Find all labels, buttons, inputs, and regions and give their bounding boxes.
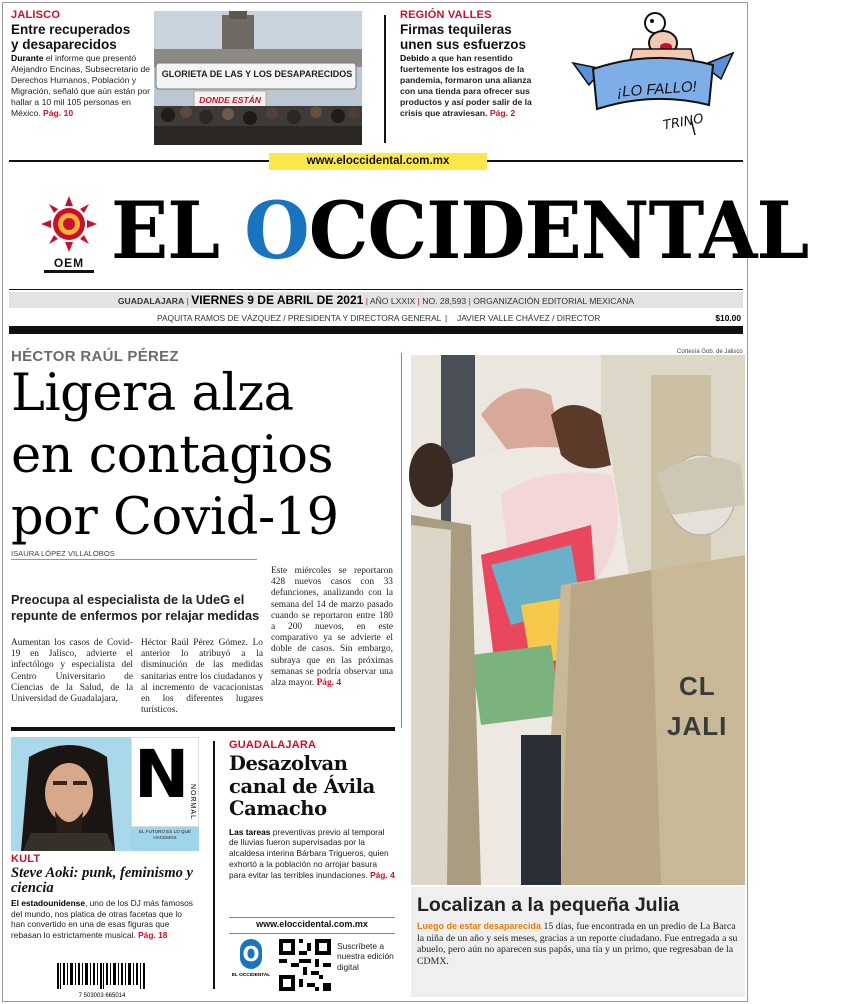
story-column-3: Este miércoles se reportaron 428 nuevos casos con 33 defunciones, analizando con la semana del 14 de marzo pasado cuando se reportaron entre 180 a 200 nuevos, en este comparativo ya se advierte el doble de casos. Sin embargo, subraya que en las próximas semanas se podría observar una alza mayor. Pág. 4 <box>271 566 393 689</box>
story-column-1: Aumentan los casos de Covid-19 en Jalisco, advierte el infectólogo y especialista del Centro Universitario de Ciencias de la Salud, de la Universidad de Guadalajara, <box>11 638 133 705</box>
main-headline: Ligera alza en contagios por Covid-19 <box>11 364 339 547</box>
promo-rule-2 <box>229 933 395 934</box>
edition-date: VIERNES 9 DE ABRIL DE 2021 <box>191 293 364 307</box>
qr-code[interactable] <box>279 939 331 991</box>
section-label: KULT <box>11 853 41 865</box>
vest-text: CL <box>679 671 716 701</box>
mini-logo-label: EL OCCIDENTAL <box>231 973 271 978</box>
normal-badge-tagline: EL FUTURO ES LO QUE HACEMOS <box>139 829 191 840</box>
section-label: JALISCO <box>11 9 61 21</box>
promo-rule <box>229 917 395 918</box>
masthead-title <box>111 184 809 277</box>
story-subhead: Preocupa al especialista de la UdeG el repunte de enfermos por relajar medidas <box>11 592 260 623</box>
vest-text-2: JALI <box>667 711 728 741</box>
barcode <box>57 963 147 997</box>
masthead-bottom-bar <box>9 326 743 334</box>
byline: ISAURA LÓPEZ VILLALOBOS <box>11 549 257 560</box>
price: $10.00 <box>715 313 741 323</box>
cartoon-banner-text: ¡LO FALLO! <box>616 78 698 101</box>
digital-edition-promo[interactable] <box>229 937 395 995</box>
section-label: REGIÓN VALLES <box>400 9 492 21</box>
rescue-photo-illustration <box>411 355 745 885</box>
mini-logo <box>231 939 271 989</box>
protest-sign-text: GLORIETA DE LAS Y LOS DESAPARECIDOS <box>161 69 353 79</box>
canal-story[interactable] <box>229 739 395 909</box>
teaser-region-valles[interactable] <box>400 9 544 149</box>
teaser-jalisco[interactable] <box>11 9 153 149</box>
website-footer[interactable]: www.eloccidental.com.mx <box>256 919 368 929</box>
cartoon-illustration <box>563 9 743 147</box>
canal-headline: Desazolvan canal de Ávila Camacho <box>229 752 375 820</box>
credits-bar: PAQUITA RAMOS DE VÁZQUEZ / PRESIDENTA Y DIRECTORA GENERAL | JAVIER VALLE CHÁVEZ / DIRECTOR $10.00 <box>157 313 741 323</box>
teaser-headline: Entre recuperados y desaparecidos <box>11 22 131 52</box>
protest-photo <box>154 11 362 145</box>
oem-logo-text: OEM <box>44 256 94 273</box>
oem-logo <box>39 195 99 271</box>
story-column-2: Héctor Raúl Pérez Gómez. Lo anterior lo atribuyó a la disminución de las medidas sanitarias entre los ciudadanos y al incremento de vacacionistas en los diferentes lugares turísticos. <box>141 638 263 716</box>
cartoon-signature: TRINO <box>662 111 705 134</box>
teaser-headline: Firmas tequileras unen sus esfuerzos <box>400 22 527 52</box>
newspaper-front-page <box>2 2 809 1002</box>
info-rule-top <box>9 289 743 290</box>
teaser-body: Debido a que han resentido fuertemente los estragos de la pandemia, formaron una alianza con una tienda para ofrecer sus productos y así poder salir de la crisis que atraviesan. Pág. 2 <box>400 53 532 118</box>
canal-body: Las tareas preventivas previo al temporal de lluvias fueron supervisadas por la alcaldesa interina Bárbara Trigueros, quien exhortó a la población no arrojar basura para evitar las terribles inundaciones. Pág. 4 <box>229 826 395 880</box>
mini-logo-o: O <box>240 939 262 969</box>
kult-headline: Steve Aoki: punk, feminismo y ciencia <box>11 865 193 896</box>
section-label: GUADALAJARA <box>229 739 317 751</box>
edition-info-bar: GUADALAJARA | VIERNES 9 DE ABRIL DE 2021 | AÑO LXXIX | NO. 28,593 | ORGANIZACIÓN EDITORIAL MEXICANA <box>9 292 743 308</box>
sun-emblem-icon <box>39 195 99 253</box>
website-banner-top[interactable]: www.eloccidental.com.mx <box>269 153 487 170</box>
barcode-number: 7 503003 665014 <box>78 993 126 999</box>
photo-credit: Cortesía Gob. de Jalisco <box>677 349 743 355</box>
section-rule <box>11 727 395 731</box>
kult-body: El estadounidense, uno de los DJ más famosos del mundo, nos platica de otras facetas que lo han convertido en una de esas figuras que rebasan lo estrictamente musical. Pág. 18 <box>11 898 193 940</box>
barcode-bars <box>57 963 147 989</box>
rescue-photo <box>411 355 745 885</box>
photo-story[interactable] <box>411 887 745 997</box>
kult-image <box>11 737 199 851</box>
trino-cartoon <box>563 9 743 147</box>
qr-code-icon <box>279 939 331 991</box>
teaser-body: Durante el informe que presentó Alejandro Encinas, Subsecretario de Derechos Humanos, Población y Migración, señaló que aún están por hallar a 10 mil 105 personas en México. Pág. 10 <box>11 53 151 118</box>
normal-badge-letter: N <box>134 736 190 813</box>
normal-badge-word: NORMAL <box>189 784 196 820</box>
kult-story[interactable] <box>11 853 197 961</box>
column-divider <box>384 15 386 143</box>
normal-badge <box>131 737 199 827</box>
subscribe-text: Suscríbete a nuestra edición digital <box>337 941 394 972</box>
column-divider <box>213 741 215 989</box>
column-divider <box>401 353 402 728</box>
masthead-blue-o: O <box>244 184 309 277</box>
protest-sign-text-2: DONDE ESTÁN <box>199 95 261 105</box>
main-story[interactable] <box>11 348 395 726</box>
story-kicker: HÉCTOR RAÚL PÉREZ <box>11 348 179 365</box>
photo-headline: Localizan a la pequeña Julia <box>417 894 680 916</box>
masthead-wordmark: EL OCCIDENTAL <box>111 184 809 277</box>
photo-caption: Luego de estar desaparecida 15 días, fue encontrada en un predio de La Barca la niña de un año y seis meses, gracias a un reporte ciudadano. Fue entregada a su abuelo, pero aún no aparecen sus papás, una tía y un primo, que regresaban de la CDMX. <box>417 921 738 968</box>
